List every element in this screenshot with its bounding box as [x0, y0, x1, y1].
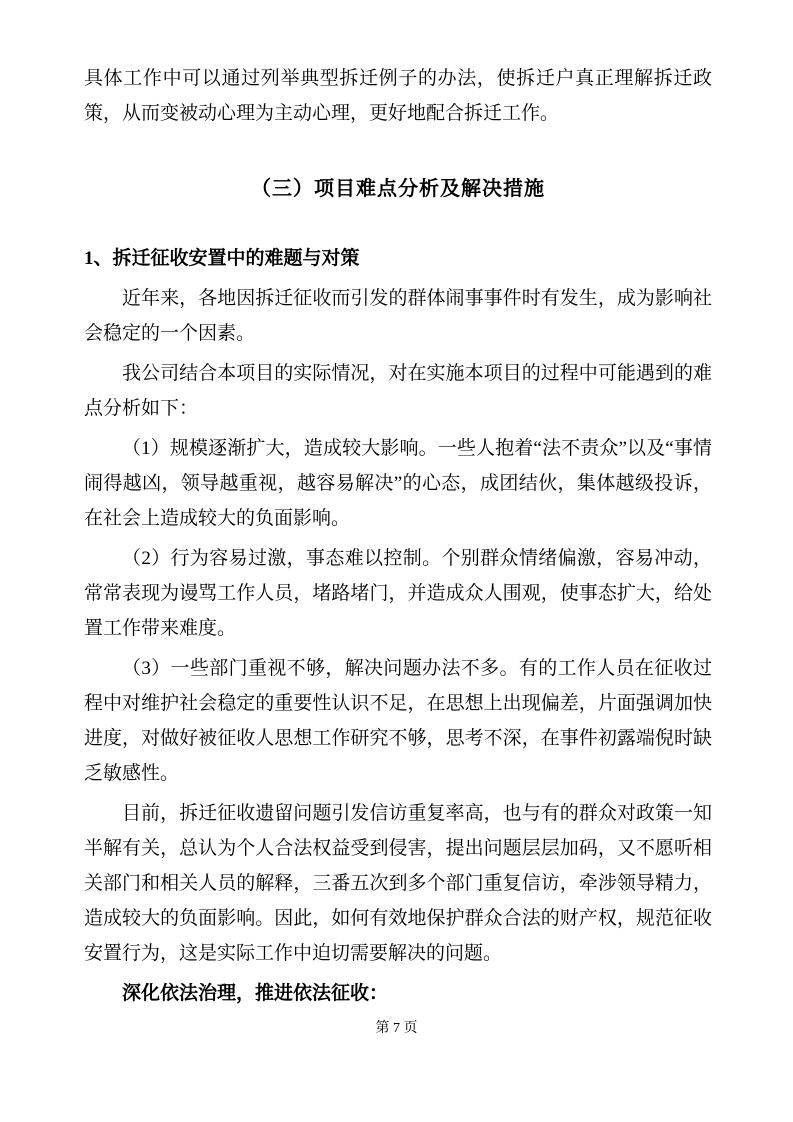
- bold-lead-paragraph: 深化依法治理，推进依法征收：: [122, 983, 389, 1004]
- paragraph: 目前，拆迁征收遗留问题引发信访重复率高，也与有的群众对政策一知半解有关，总认为个人合法权益受到侵害，提出问题层层加码，又不愿听相关部门和相关人员的解释，三番五次到多个部门重复信访，牵涉领导精力，造成较大的负面影响。因此，如何有效地保护群众合法的财产权，规范征收安置行为，这是实际工作中迫切需要解决的问题。: [84, 803, 712, 964]
- paragraph: 我公司结合本项目的实际情况，对在实施本项目的过程中可能遇到的难点分析如下：: [84, 363, 712, 419]
- paragraph-continuation: 具体工作中可以通过列举典型拆迁例子的办法，使拆迁户真正理解拆迁政策，从而变被动心理为主动心理，更好地配合拆迁工作。: [84, 68, 712, 124]
- paragraph-numbered-3: （3）一些部门重视不够，解决问题办法不多。有的工作人员在征收过程中对维护社会稳定的重要性认识不足，在思想上出现偏差，片面强调加快进度，对做好被征收人思想工作研究不够，思考不深，在事件初露端倪时缺乏敏感性。: [84, 658, 712, 784]
- paragraph-numbered-1: （1）规模逐渐扩大，造成较大影响。一些人抱着“法不责众”以及“事情闹得越凶，领导越重视，越容易解决”的心态，成团结伙，集体越级投诉，在社会上造成较大的负面影响。: [84, 438, 712, 529]
- section-heading: （三）项目难点分析及解决措施: [251, 178, 545, 200]
- paragraph-numbered-2: （2）行为容易过激，事态难以控制。个别群众情绪偏激，容易冲动，常常表现为谩骂工作人员，堵路堵门，并造成众人围观，使事态扩大，给处置工作带来难度。: [84, 548, 712, 639]
- page-number-footer: 第 7 页: [375, 1021, 418, 1036]
- subsection-heading: 1、拆迁征收安置中的难题与对策: [84, 248, 360, 269]
- document-content: [84, 61, 712, 1016]
- paragraph: 近年来，各地因拆迁征收而引发的群体闹事事件时有发生，成为影响社会稳定的一个因素。: [84, 288, 712, 344]
